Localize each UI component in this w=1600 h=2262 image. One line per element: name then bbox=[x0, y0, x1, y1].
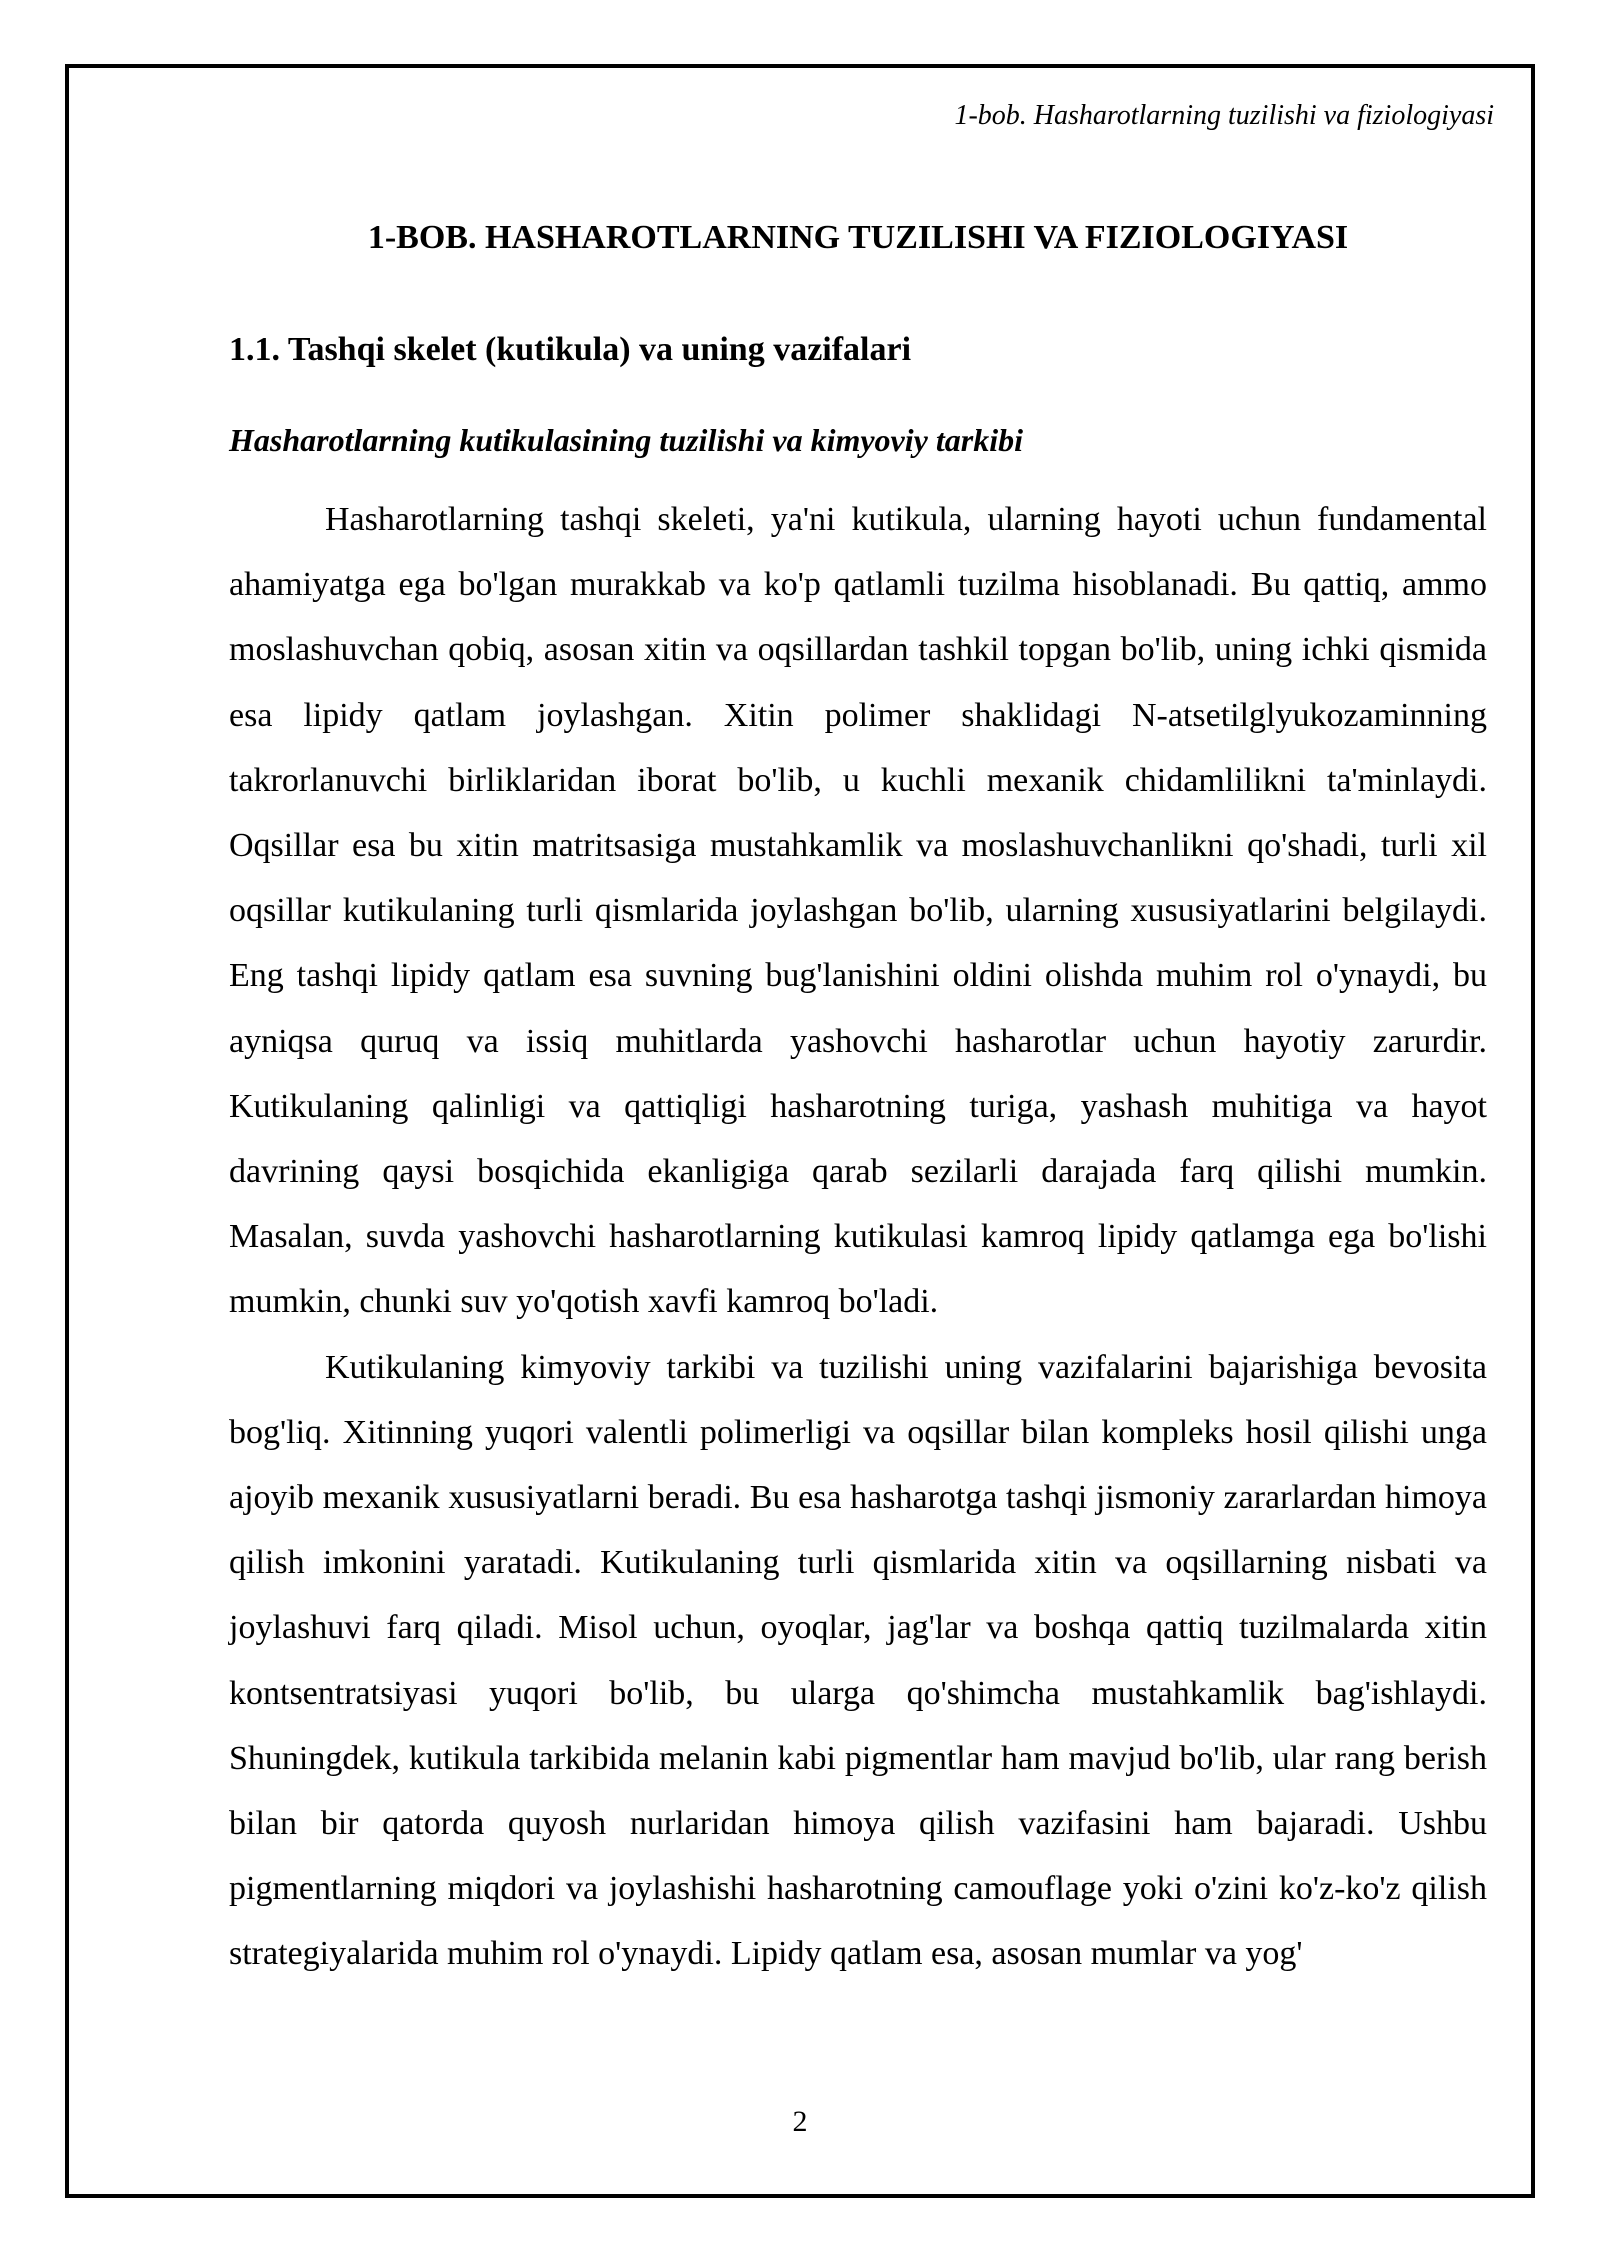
subsection-title: Hasharotlarning kutikulasining tuzilishi va kimyoviy tarkibi bbox=[229, 422, 1023, 458]
running-header: 1-bob. Hasharotlarning tuzilishi va fiziologiyasi bbox=[954, 100, 1494, 131]
paragraph-2: Kutikulaning kimyoviy tarkibi va tuzilishi uning vazifalarini bajarishiga bevosita bog'liq. Xitinning yuqori valentli polimerligi va oqsillar bilan kompleks hosil qilishi unga ajoyib mexanik xususiyatlarni beradi. Bu esa hasharotga tashqi jismoniy zararlardan himoya qilish imkonini yaratadi. Kutikulaning turli qismlarida xitin va oqsillarning nisbati va joylashuvi farq qiladi. Misol uchun, oyoqlar, jag'lar va boshqa qattiq tuzilmalarda xitin kontsentratsiyasi yuqori bo'lib, bu ularga qo'shimcha mustahkamlik bag'ishlaydi. Shuningdek, kutikula tarkibida melanin kabi pigmentlar ham mavjud bo'lib, ular rang berish bilan bir qatorda quyosh nurlaridan himoya qilish vazifasini ham bajaradi. Ushbu pigmentlarning miqdori va joylashishi hasharotning camouflage yoki o'zini ko'z-ko'z qilish strategiyalarida muhim rol o'ynaydi. Lipidy qatlam esa, asosan mumlar va yog' bbox=[229, 1348, 1487, 1973]
chapter-title: 1-BOB. HASHAROTLARNING TUZILISHI VA FIZIOLOGIYASI bbox=[367, 219, 1349, 256]
page-number: 2 bbox=[792, 2105, 808, 2138]
section-title: 1.1. Tashqi skelet (kutikula) va uning vazifalari bbox=[229, 331, 912, 368]
paragraph-1: Hasharotlarning tashqi skeleti, ya'ni kutikula, ularning hayoti uchun fundamental ahamiyatga ega bo'lgan murakkab va ko'p qatlamli tuzilma hisoblanadi. Bu qattiq, ammo moslashuvchan qobiq, asosan xitin va oqsillardan tashkil topgan bo'lib, uning ichki qismida esa lipidy qatlam joylashgan. Xitin polimer shaklidagi N-atsetilglyukozaminning takrorlanuvchi birliklaridan iborat bo'lib, u kuchli mexanik chidamlilikni ta'minlaydi. Oqsillar esa bu xitin matritsasiga mustahkamlik va moslashuvchanlikni qo'shadi, turli xil oqsillar kutikulaning turli qismlarida joylashgan bo'lib, ularning xususiyatlarini belgilaydi. Eng tashqi lipidy qatlam esa suvning bug'lanishini oldini olishda muhim rol o'ynaydi, bu ayniqsa quruq va issiq muhitlarda yashovchi hasharotlar uchun hayotiy zarurdir. Kutikulaning qalinligi va qattiqligi hasharotning turiga, yashash muhitiga va hayot davrining qaysi bosqichida ekanligiga qarab sezilarli darajada farq qilishi mumkin. Masalan, suvda yashovchi hasharotlarning kutikulasi kamroq lipidy qatlamga ega bo'lishi mumkin, chunki suv yo'qotish xavfi kamroq bo'ladi. bbox=[229, 501, 1487, 1321]
body-text bbox=[229, 487, 1487, 1987]
